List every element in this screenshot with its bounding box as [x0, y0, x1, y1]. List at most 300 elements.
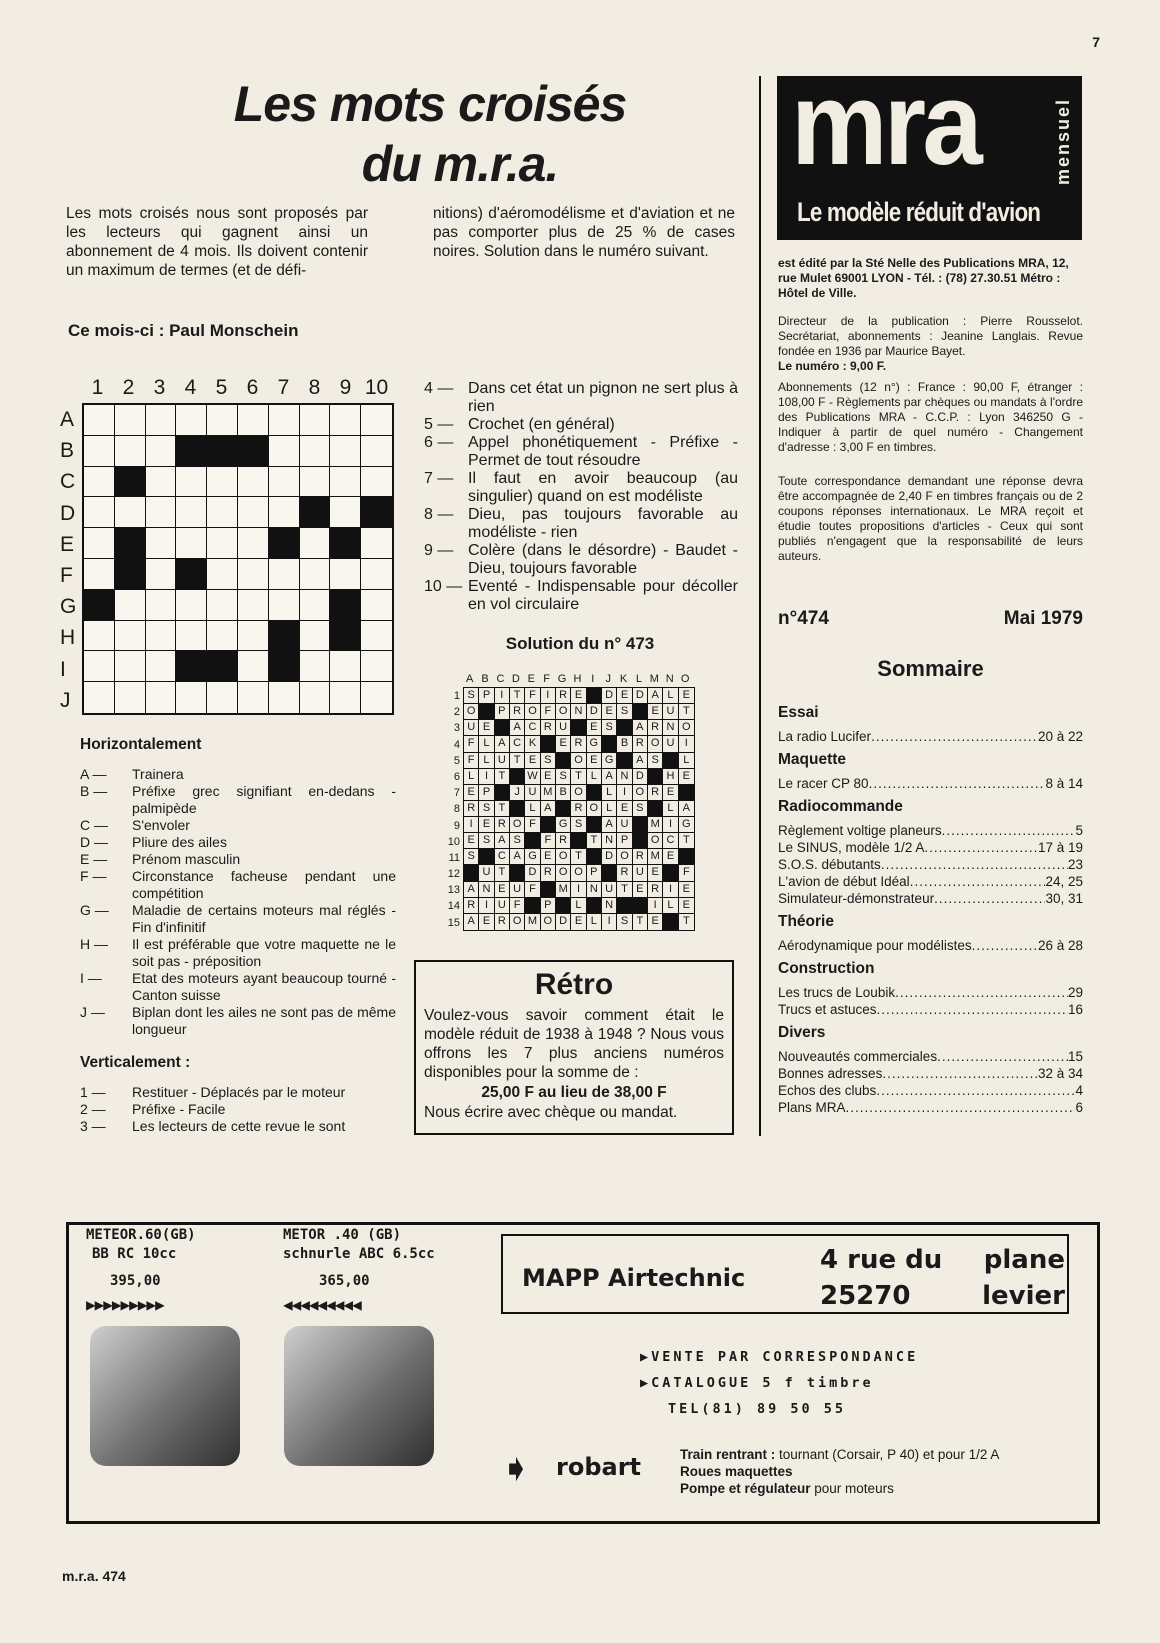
clue-key: A —	[80, 766, 107, 782]
horizontal-clues	[80, 736, 396, 1038]
solution-row-number: 4	[453, 738, 460, 751]
clue-text: Etat des moteurs ayant beaucoup tourné - Canton suisse	[132, 970, 396, 1003]
grid-col-number: 2	[122, 376, 135, 399]
solution-cell: E	[679, 688, 694, 704]
clue-item	[424, 416, 738, 434]
address-street: 4 rue du	[820, 1245, 943, 1275]
solution-black-cell	[663, 753, 678, 769]
dot-leader	[881, 856, 1068, 873]
engine-2-photo	[284, 1326, 434, 1466]
solution-cell: T	[495, 801, 510, 817]
solution-black-cell	[525, 833, 540, 849]
grid-black-cell	[330, 590, 361, 621]
solution-cell: E	[541, 769, 556, 785]
clue-item	[424, 470, 738, 506]
dot-leader	[877, 1001, 1068, 1018]
solution-cell: M	[648, 817, 663, 833]
solution-cell: R	[633, 736, 648, 752]
solution-cell: T	[571, 769, 586, 785]
solution-cell: U	[663, 704, 678, 720]
footer: m.r.a. 474	[62, 1568, 126, 1584]
address-street-name: plane	[983, 1245, 1065, 1275]
sommaire-item	[778, 1099, 1083, 1116]
solution-cell: D	[633, 769, 648, 785]
grid-cell	[176, 467, 207, 498]
grid-cell	[238, 528, 269, 559]
solution-col-letter: L	[635, 673, 643, 685]
solution-cell: A	[510, 720, 525, 736]
sommaire-item	[778, 856, 1083, 873]
solution-row-number: 7	[453, 787, 460, 800]
dot-leader	[895, 984, 1068, 1001]
solution-cell: T	[495, 865, 510, 881]
grid-row-letter: B	[60, 439, 75, 463]
sommaire-section: Théorie	[778, 913, 834, 930]
solution-cell: U	[602, 882, 617, 898]
grid-cell	[146, 590, 177, 621]
retro-price: 25,00 F au lieu de 38,00 F	[481, 1084, 667, 1101]
solution-cell: G	[679, 817, 694, 833]
solution-cell: U	[464, 720, 479, 736]
grid-cell	[115, 497, 146, 528]
solution-cell: I	[571, 882, 586, 898]
dot-leader	[846, 1099, 1076, 1116]
solution-cell: A	[510, 849, 525, 865]
solution-row-number: 12	[447, 868, 460, 881]
grid-black-cell	[207, 651, 238, 682]
grid-cell	[84, 559, 115, 590]
solution-cell: C	[525, 720, 540, 736]
solution-cell: E	[679, 898, 694, 914]
solution-row-number: 13	[447, 884, 460, 897]
sommaire-item-page: 29	[1067, 985, 1083, 1000]
grid-row-letter: E	[60, 532, 75, 556]
solution-grid	[463, 687, 695, 931]
solution-cell: A	[648, 688, 663, 704]
solution-cell: A	[679, 801, 694, 817]
clue-item	[80, 766, 396, 783]
solution-col-letter: N	[665, 673, 674, 685]
grid-col-number: 7	[277, 376, 290, 399]
sommaire-item-page: 17 à 19	[1037, 840, 1083, 855]
solution-cell: I	[663, 817, 678, 833]
sommaire-section: Essai	[778, 704, 819, 721]
solution-cell: E	[479, 817, 494, 833]
solution-cell: P	[479, 688, 494, 704]
grid-row-letter: A	[60, 408, 75, 431]
page-title	[170, 74, 690, 194]
sommaire-item-name: S.O.S. débutants	[778, 857, 881, 872]
sommaire-item-name: Bonnes adresses	[778, 1066, 883, 1081]
solution-cell: L	[464, 769, 479, 785]
clue-key: 5 —	[424, 416, 454, 433]
grid-cell	[300, 682, 331, 713]
solution-col-letter: A	[466, 673, 474, 685]
sommaire-item-page: 16	[1067, 1002, 1083, 1017]
grid-cell	[300, 528, 331, 559]
clue-item	[424, 542, 738, 578]
clue-text: S'envoler	[132, 817, 190, 833]
solution-cell: A	[602, 769, 617, 785]
address-city: levier	[982, 1281, 1065, 1311]
sommaire-item-name: Les trucs de Loubik	[778, 985, 896, 1000]
grid-cell	[330, 497, 361, 528]
solution-black-cell	[556, 753, 571, 769]
grid-col-number: 9	[339, 376, 352, 399]
sommaire-item	[778, 839, 1083, 856]
clue-key: 6 —	[424, 434, 454, 451]
solution-cell: O	[571, 785, 586, 801]
grid-cell	[269, 559, 300, 590]
grid-cell	[238, 682, 269, 713]
robart-item-1-text: tournant (Corsair, P 40) et pour 1/2 A	[775, 1447, 1000, 1462]
mra-logo	[777, 58, 1082, 240]
solution-cell: O	[510, 817, 525, 833]
grid-col-number: 8	[308, 376, 321, 399]
engine-2-arrows: ◀◀◀◀◀◀◀◀◀	[283, 1295, 361, 1314]
sommaire-section: Construction	[778, 960, 875, 977]
solution-cell: T	[682, 914, 690, 927]
solution-cell: I	[479, 769, 494, 785]
solution-cell: L	[663, 801, 678, 817]
sommaire-item-page: 4	[1075, 1083, 1083, 1098]
grid-black-cell	[176, 559, 207, 590]
solution-cell: H	[663, 769, 678, 785]
solution-cell: M	[541, 785, 556, 801]
solution-cell: S	[479, 833, 494, 849]
sommaire-item-page: 32 à 34	[1037, 1066, 1083, 1081]
grid-cell	[238, 590, 269, 621]
mail-order-info	[640, 1344, 918, 1422]
clue-text: Restituer - Déplacés par le moteur	[132, 1084, 346, 1100]
solution-col-letter: D	[511, 673, 520, 685]
solution-cell: U	[556, 720, 571, 736]
clue-item	[424, 578, 738, 614]
dot-leader	[972, 937, 1038, 954]
solution-cell: T	[510, 753, 525, 769]
solution-black-cell	[495, 785, 510, 801]
solution-cell: F	[525, 817, 540, 833]
solution-cell: E	[617, 801, 632, 817]
grid-black-cell	[269, 621, 300, 652]
solution-cell: F	[464, 736, 479, 752]
grid-col-number: 4	[184, 376, 197, 399]
grid-cell	[207, 559, 238, 590]
solution-col-letter: O	[680, 673, 690, 685]
clue-key: C —	[80, 817, 108, 833]
clue-text: Préfixe grec signifiant en-dedans - palmipède	[132, 783, 396, 816]
grid-cell	[269, 467, 300, 498]
solution-cell: I	[541, 688, 556, 704]
grid-cell	[330, 436, 361, 467]
clue-item	[80, 1101, 396, 1118]
issue-line	[778, 608, 1083, 630]
engine-1-info	[86, 1226, 196, 1314]
solution-cell: T	[587, 833, 602, 849]
solution-cell: O	[587, 801, 602, 817]
robart-item-2: Roues maquettes	[680, 1464, 793, 1479]
solution-cell: E	[663, 849, 678, 865]
clue-item	[80, 817, 396, 834]
solution-cell: R	[495, 817, 510, 833]
solution-cell: E	[556, 736, 571, 752]
sommaire-item-page: 20 à 22	[1037, 729, 1083, 744]
grid-row-letter: D	[60, 501, 76, 525]
engine-1-price: 395,00	[110, 1273, 161, 1289]
clue-item	[80, 1118, 396, 1135]
solution-cell: S	[479, 801, 494, 817]
grid-cell	[238, 405, 269, 436]
solution-cell: A	[633, 753, 648, 769]
clue-key: B —	[80, 783, 108, 799]
engine-2-name: METOR .40 (GB)	[283, 1227, 402, 1243]
grid-black-cell	[115, 559, 146, 590]
dot-leader	[910, 873, 1046, 890]
solution-cell: O	[633, 785, 648, 801]
solution-cell: N	[479, 882, 494, 898]
solution-cell: S	[617, 914, 632, 930]
solution-black-cell	[663, 914, 678, 930]
vertical-clues-right	[424, 380, 738, 614]
solution-black-cell	[541, 882, 556, 898]
sommaire-item	[778, 728, 1083, 745]
clue-item	[424, 434, 738, 470]
grid-cell	[361, 528, 392, 559]
solution-cell: L	[663, 898, 678, 914]
solution-cell: O	[571, 753, 586, 769]
grid-cell	[269, 682, 300, 713]
solution-cell: E	[663, 785, 678, 801]
solution-cell: L	[602, 785, 617, 801]
grid-cell	[300, 559, 331, 590]
solution-col-letter: G	[557, 673, 567, 685]
solution-cell: P	[617, 833, 632, 849]
grid-cell	[330, 682, 361, 713]
grid-cell	[146, 651, 177, 682]
solution-cell: E	[648, 865, 663, 881]
solution-cell: T	[633, 914, 648, 930]
grid-cell	[300, 621, 331, 652]
issue-number: n°474	[778, 608, 829, 629]
solution-cell: T	[617, 882, 632, 898]
solution-cell: G	[602, 753, 617, 769]
clue-key: G —	[80, 902, 109, 918]
solution-cell: S	[541, 753, 556, 769]
solution-cell: I	[479, 898, 494, 914]
solution-cell: A	[633, 720, 648, 736]
solution-cell: D	[602, 849, 617, 865]
grid-cell	[330, 467, 361, 498]
solution-cell: R	[495, 914, 510, 930]
solution-cell: E	[571, 914, 586, 930]
sommaire-item-name: Le racer CP 80	[778, 776, 869, 791]
grid-cell	[361, 405, 392, 436]
clue-text: Il faut en avoir beaucoup (au singulier) quand on est modéliste	[468, 470, 738, 505]
solution-cell: W	[525, 769, 540, 785]
grid-cell	[269, 497, 300, 528]
sommaire-item-name: Simulateur-démonstrateur	[778, 891, 935, 906]
solution-cell: G	[587, 736, 602, 752]
grid-cell	[207, 682, 238, 713]
solution-cell: E	[464, 833, 479, 849]
solution-cell: B	[556, 785, 571, 801]
solution-cell: E	[541, 849, 556, 865]
grid-cell	[207, 467, 238, 498]
grid-cell	[146, 559, 177, 590]
solution-cell: M	[525, 914, 540, 930]
solution-cell: O	[525, 704, 540, 720]
grid-cell	[84, 497, 115, 528]
grid-cell	[146, 497, 177, 528]
dot-leader	[882, 1065, 1038, 1082]
grid-black-cell	[115, 528, 146, 559]
clue-item	[80, 1004, 396, 1038]
solution-black-cell	[617, 898, 632, 914]
solution-cell: O	[556, 865, 571, 881]
solution-cell: S	[464, 849, 479, 865]
solution-cell: U	[479, 865, 494, 881]
solution-col-letter: I	[591, 673, 595, 685]
solution-black-cell	[510, 801, 525, 817]
solution-cell: S	[510, 833, 525, 849]
sommaire-item-name: Plans MRA	[778, 1100, 846, 1115]
grid-cell	[207, 405, 238, 436]
grid-cell	[84, 528, 115, 559]
grid-black-cell	[176, 436, 207, 467]
solution-col-letter: C	[496, 673, 505, 685]
solution-cell: I	[679, 736, 694, 752]
solution-cell: F	[679, 865, 694, 881]
retro-box	[414, 960, 734, 1135]
solution-cell: I	[663, 882, 678, 898]
vertical-clues-left	[80, 1054, 396, 1135]
solution-black-cell	[663, 865, 678, 881]
solution-cell: N	[571, 704, 586, 720]
grid-cell	[176, 682, 207, 713]
clue-key: E —	[80, 851, 108, 867]
sommaire-item-name: L'avion de début Idéal	[778, 874, 910, 889]
grid-cell	[238, 497, 269, 528]
solution-cell: S	[556, 769, 571, 785]
grid-cell	[207, 590, 238, 621]
solution-cell: A	[495, 736, 510, 752]
solution-row-number: 8	[453, 803, 460, 816]
sommaire-item	[778, 1065, 1083, 1082]
solution-black-cell	[587, 898, 602, 914]
sommaire-item	[778, 822, 1083, 839]
sommaire-item-name: Aérodynamique pour modélistes	[778, 938, 972, 953]
solution-cell: I	[464, 817, 479, 833]
solution-cell: U	[510, 882, 525, 898]
clue-text: Prénom masculin	[132, 851, 241, 867]
sommaire-item	[778, 1048, 1083, 1065]
grid-cell	[269, 405, 300, 436]
solution-cell: P	[495, 704, 510, 720]
grid-cell	[330, 651, 361, 682]
solution-cell: N	[617, 769, 632, 785]
solution-cell: I	[495, 688, 510, 704]
author-line: Ce mois-ci : Paul Monschein	[68, 321, 299, 340]
grid-col-number: 1	[91, 376, 104, 399]
solution-black-cell	[587, 849, 602, 865]
grid-black-cell	[330, 528, 361, 559]
solution-cell: E	[479, 914, 494, 930]
solution-black-cell	[571, 720, 586, 736]
solution-row-numbers	[440, 688, 460, 931]
solution-cell: R	[510, 704, 525, 720]
sommaire-section: Maquette	[778, 751, 847, 768]
grid-cell	[146, 621, 177, 652]
solution-black-cell	[587, 785, 602, 801]
solution-row-number: 10	[447, 835, 460, 848]
sommaire-item	[778, 1082, 1083, 1099]
staff-info	[778, 314, 1083, 374]
grid-row-letter: C	[60, 470, 76, 494]
sommaire-item-page: 8 à 14	[1045, 776, 1083, 791]
clue-text: Pliure des ailes	[132, 834, 227, 850]
solution-cell: E	[679, 882, 694, 898]
solution-cell: F	[510, 898, 525, 914]
sommaire-item-name: Trucs et astuces	[778, 1002, 877, 1017]
grid-cell	[146, 528, 177, 559]
solution-cell: E	[648, 914, 663, 930]
solution-cell: L	[525, 801, 540, 817]
solution-cell: U	[525, 785, 540, 801]
solution-cell: E	[679, 769, 694, 785]
solution-row-number: 15	[447, 916, 460, 929]
solution-black-cell	[617, 720, 632, 736]
clue-key: J —	[80, 1004, 105, 1020]
solution-black-cell	[479, 849, 494, 865]
grid-cell	[115, 436, 146, 467]
solution-black-cell	[510, 865, 525, 881]
clue-key: 10 —	[424, 578, 463, 595]
clue-key: 8 —	[424, 506, 454, 523]
retro-cta: Nous écrire avec chèque ou mandat.	[424, 1104, 678, 1121]
logo-letters: mra	[791, 58, 980, 190]
clue-text: Préfixe - Facile	[132, 1101, 226, 1117]
clue-text: Colère (dans le désordre) - Baudet - Dieu, toujours favorable	[468, 542, 738, 577]
clue-item	[80, 936, 396, 970]
grid-black-cell	[238, 436, 269, 467]
sommaire-item	[778, 775, 1083, 792]
solution-black-cell	[525, 898, 540, 914]
robart-item-3-text: pour moteurs	[810, 1481, 894, 1496]
grid-black-cell	[300, 497, 331, 528]
solution-cell: C	[510, 736, 525, 752]
robart-item-3-bold: Pompe et régulateur	[680, 1481, 811, 1496]
solution-cell: F	[464, 753, 479, 769]
solution-black-cell	[679, 785, 694, 801]
solution-cell: D	[633, 688, 648, 704]
solution-cell: K	[525, 736, 540, 752]
company-address	[820, 1242, 1065, 1314]
company-name: MAPP Airtechnic	[522, 1264, 746, 1292]
grid-cell	[84, 467, 115, 498]
solution-cell: S	[602, 720, 617, 736]
dot-leader	[937, 1048, 1068, 1065]
solution-col-letter: F	[543, 673, 551, 685]
solution-cell: E	[525, 753, 540, 769]
solution-cell: R	[556, 833, 571, 849]
solution-black-cell	[648, 801, 663, 817]
solution-cell: L	[663, 688, 678, 704]
clue-item	[80, 851, 396, 868]
grid-cell	[269, 590, 300, 621]
retro-text: Voulez-vous savoir comment était le modèle réduit de 1938 à 1948 ? Nous vous offrons les 7 plus anciens numéros disponibles pour la somme de :	[424, 1007, 724, 1081]
solution-cell: N	[587, 882, 602, 898]
sommaire-item	[778, 984, 1083, 1001]
